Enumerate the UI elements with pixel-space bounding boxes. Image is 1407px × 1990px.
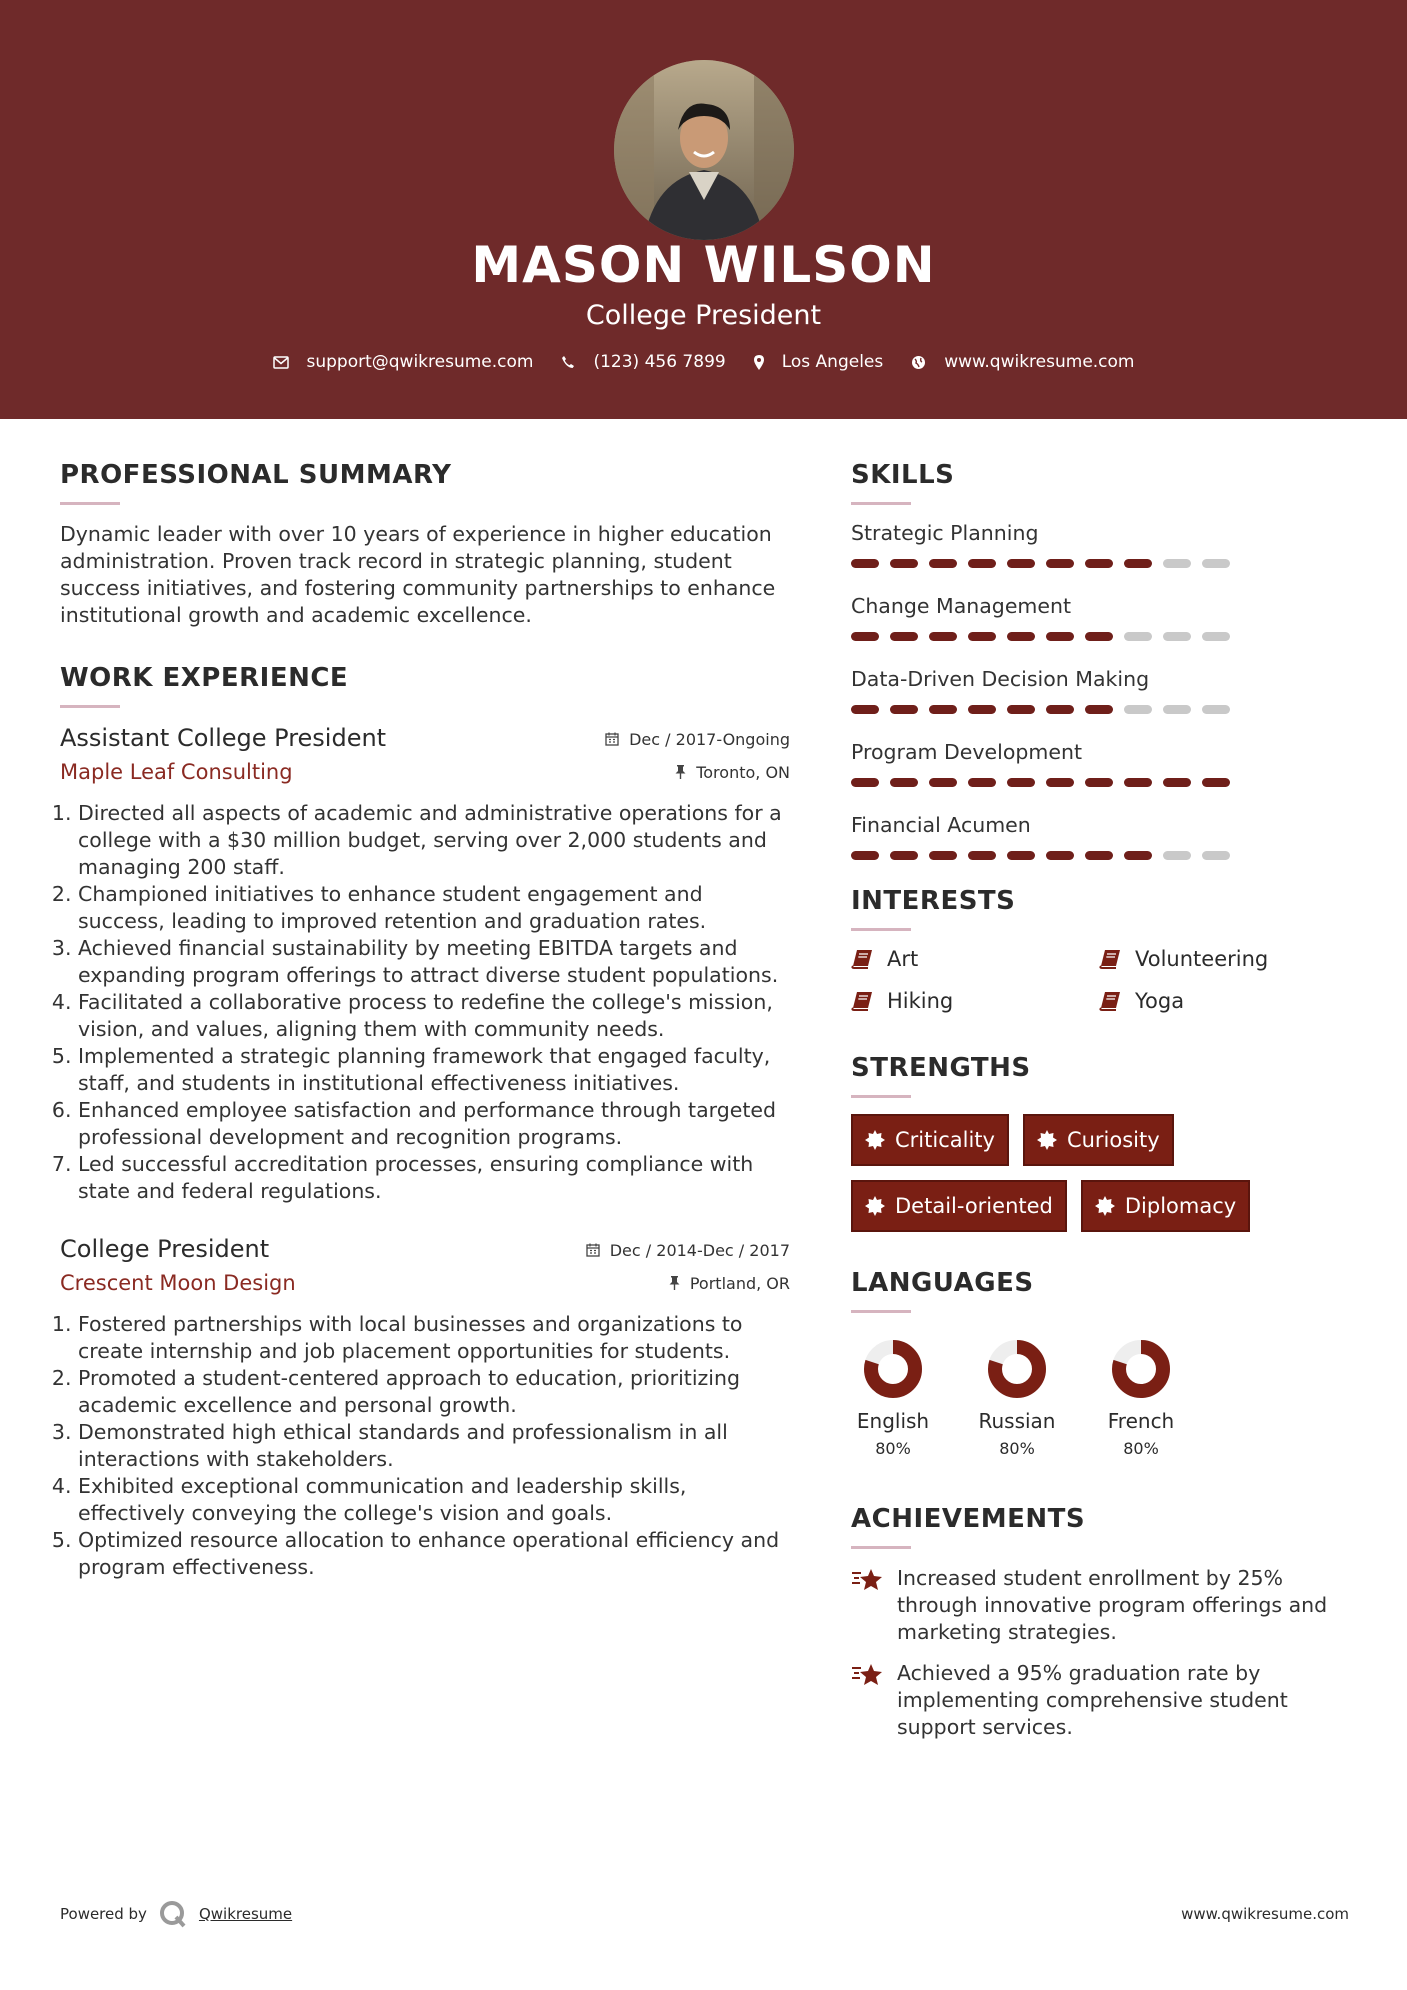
skill-dot-filled [890,559,918,568]
achievement-text: Achieved a 95% graduation rate by implementing comprehensive student support services. [897,1661,1288,1739]
skill-rating [851,851,1351,860]
contact-location [754,352,884,372]
skill-dot-empty [1202,705,1230,714]
section-divider [60,502,120,505]
skill-item [851,813,1351,860]
email-text: support@qwikresume.com [306,352,534,372]
footer-brand-link[interactable]: Qwikresume [198,1905,293,1923]
skill-dot-filled [890,632,918,641]
strength-badge [1081,1180,1250,1232]
badge-star-icon [865,1196,885,1216]
section-divider [851,928,911,931]
language-percent: 80% [1123,1439,1159,1458]
job-date [605,730,790,749]
skill-dot-empty [1163,559,1191,568]
interest-label: Yoga [1135,989,1185,1013]
list-item: 7. Led successful accreditation processes, ensuring compliance with state and federal regulations. [78,1151,790,1205]
skill-rating [851,632,1351,641]
section-divider [851,1546,911,1549]
strength-label: Curiosity [1066,1128,1160,1152]
skill-dot-filled [1046,632,1074,641]
calendar-icon [586,1243,600,1257]
summary-heading: PROFESSIONAL SUMMARY [60,460,452,490]
skill-dot-filled [851,559,879,568]
job-location [669,1274,790,1293]
job-bullets [60,1311,790,1581]
language-percent: 80% [875,1439,911,1458]
summary-section [60,460,790,629]
skill-dot-filled [890,851,918,860]
skill-dot-filled [968,851,996,860]
section-divider [851,1310,911,1313]
list-item: 5. Optimized resource allocation to enhance operational efficiency and program effectiveness. [78,1527,790,1581]
job-entry [60,724,790,1205]
interests-section [851,886,1351,1013]
envelope-icon [273,356,289,369]
skill-dot-empty [1124,632,1152,641]
candidate-title: College President [585,300,822,331]
strength-badge [1023,1114,1174,1166]
list-item: 3. Achieved financial sustainability by meeting EBITDA targets and expanding program offerings to attract diverse student populations. [78,935,790,989]
list-item: 4. Facilitated a collaborative process to redefine the college's mission, vision, and values, aligning them with community needs. [78,989,790,1043]
badge-star-icon [1037,1130,1057,1150]
section-divider [851,1095,911,1098]
skill-dot-filled [1046,559,1074,568]
skill-dot-filled [1163,778,1191,787]
skill-name: Program Development [851,740,1083,764]
job-bullets [60,800,790,1205]
book-icon [851,949,873,969]
experience-section [60,663,790,1581]
contact-email[interactable] [273,352,534,372]
language-item [975,1337,1059,1458]
skill-dot-filled [851,705,879,714]
achievements-section [851,1504,1351,1741]
skill-dot-filled [1085,851,1113,860]
list-item: 2. Promoted a student-centered approach to education, prioritizing academic excellence and personal growth. [78,1365,790,1419]
shooting-star-icon [851,1662,883,1688]
skill-item [851,667,1351,714]
skill-dot-filled [929,705,957,714]
book-icon [1099,991,1121,1011]
skill-item [851,594,1351,641]
interest-label: Hiking [887,989,954,1013]
qwikresume-logo-icon [159,1900,187,1928]
languages-heading: LANGUAGES [851,1268,1034,1298]
job-location-text: Toronto, ON [696,762,790,782]
candidate-name: MASON WILSON [471,236,936,294]
powered-by-label: Powered by [60,1905,147,1923]
strength-label: Diplomacy [1124,1194,1237,1218]
map-pin-icon [754,355,764,370]
section-divider [60,705,120,708]
phone-icon [561,355,575,369]
job-date [586,1241,790,1260]
language-gauge [985,1337,1049,1401]
skill-dot-filled [1046,778,1074,787]
interest-item [1099,947,1347,971]
skill-dot-filled [1085,559,1113,568]
footer-website[interactable]: www.qwikresume.com [1181,1905,1349,1923]
contact-bar [0,352,1407,372]
language-percent: 80% [999,1439,1035,1458]
interest-item [1099,989,1347,1013]
strengths-section [851,1053,1351,1232]
company-name: Crescent Moon Design [60,1271,296,1295]
skill-dot-filled [1124,559,1152,568]
contact-phone[interactable] [561,352,725,372]
interest-label: Volunteering [1135,947,1269,971]
skill-dot-empty [1163,851,1191,860]
skill-dot-filled [1007,851,1035,860]
interest-item [851,947,1099,971]
strength-label: Criticality [895,1128,995,1152]
skill-dot-filled [851,778,879,787]
skill-dot-filled [1046,705,1074,714]
achievement-text: Increased student enrollment by 25% through innovative program offerings and marketing strategies. [897,1566,1328,1644]
skills-list [851,521,1351,860]
skill-rating [851,705,1351,714]
skill-dot-filled [1202,778,1230,787]
skill-dot-filled [1007,632,1035,641]
skill-dot-filled [1085,778,1113,787]
skill-dot-empty [1124,705,1152,714]
job-title: College President [60,1235,270,1263]
skills-heading: SKILLS [851,460,955,490]
list-item: 1. Directed all aspects of academic and administrative operations for a college with a $30 million budget, serving over 2,000 students and managing 200 staff. [78,800,790,881]
skill-dot-filled [851,632,879,641]
language-name: French [1107,1409,1175,1433]
skill-dot-filled [890,778,918,787]
list-item: 4. Exhibited exceptional communication and leadership skills, effectively conveying the college's vision and goals. [78,1473,790,1527]
skill-item [851,521,1351,568]
skill-item [851,740,1351,787]
left-column [60,460,790,1581]
interest-label: Art [887,947,919,971]
strength-label: Detail-oriented [895,1194,1053,1218]
language-item [851,1337,935,1458]
strength-badge [851,1114,1009,1166]
skill-dot-filled [1124,778,1152,787]
globe-icon [911,355,926,370]
list-item: 2. Championed initiatives to enhance student engagement and success, leading to improved retention and graduation rates. [78,881,790,935]
achievement-item [851,1660,1351,1741]
achievement-item [851,1565,1351,1646]
pushpin-icon [675,765,686,779]
achievements-heading: ACHIEVEMENTS [851,1504,1086,1534]
skill-dot-filled [1046,851,1074,860]
contact-website[interactable] [911,352,1134,372]
calendar-icon [605,732,619,746]
language-gauge [861,1337,925,1401]
list-item: 5. Implemented a strategic planning framework that engaged faculty, staff, and students in institutional effectiveness initiatives. [78,1043,790,1097]
list-item: 3. Demonstrated high ethical standards and professionalism in all interactions with stakeholders. [78,1419,790,1473]
footer-powered-by [60,1900,292,1928]
summary-text: Dynamic leader with over 10 years of experience in higher education administration. Proven track record in strategic planning, student success initiatives, and fostering community partnerships to enhance institutional growth and academic excellence. [60,522,776,627]
skill-dot-filled [968,778,996,787]
book-icon [1099,949,1121,969]
badge-star-icon [865,1130,885,1150]
skill-name: Change Management [851,594,1072,618]
interests-heading: INTERESTS [851,886,1016,916]
skill-dot-filled [968,559,996,568]
skill-dot-filled [1007,778,1035,787]
skill-dot-empty [1163,705,1191,714]
language-name: Russian [978,1409,1056,1433]
skill-dot-filled [890,705,918,714]
badge-star-icon [1095,1196,1115,1216]
skill-rating [851,559,1351,568]
skills-section [851,460,1351,860]
skill-dot-filled [968,705,996,714]
resume-header [0,0,1407,419]
job-date-text: Dec / 2017-Ongoing [629,729,790,749]
skill-name: Data-Driven Decision Making [851,667,1150,691]
skill-dot-empty [1202,559,1230,568]
interest-item [851,989,1099,1013]
job-location-text: Portland, OR [689,1273,790,1293]
skill-rating [851,778,1351,787]
skill-dot-empty [1202,851,1230,860]
skill-dot-filled [1085,705,1113,714]
job-entry [60,1235,790,1581]
skill-dot-filled [1007,559,1035,568]
job-location [675,763,790,782]
skill-dot-filled [1124,851,1152,860]
profile-photo [614,60,794,240]
list-item: 1. Fostered partnerships with local businesses and organizations to create internship and job placement opportunities for students. [78,1311,790,1365]
skill-dot-filled [1007,705,1035,714]
skill-dot-empty [1163,632,1191,641]
location-text: Los Angeles [781,352,884,372]
shooting-star-icon [851,1567,883,1593]
language-name: English [856,1409,930,1433]
list-item: 6. Enhanced employee satisfaction and performance through targeted professional development and recognition programs. [78,1097,790,1151]
phone-text: (123) 456 7899 [593,352,726,372]
strengths-heading: STRENGTHS [851,1053,1031,1083]
skill-name: Strategic Planning [851,521,1039,545]
skill-dot-filled [929,632,957,641]
skill-dot-filled [851,851,879,860]
skill-dot-filled [929,559,957,568]
pushpin-icon [669,1276,680,1290]
skill-dot-filled [1085,632,1113,641]
skill-dot-empty [1202,632,1230,641]
skill-dot-filled [929,778,957,787]
skill-dot-filled [929,851,957,860]
job-date-text: Dec / 2014-Dec / 2017 [609,1240,790,1260]
website-text: www.qwikresume.com [944,352,1135,372]
section-divider [851,502,911,505]
languages-section [851,1268,1351,1458]
book-icon [851,991,873,1011]
language-item [1099,1337,1183,1458]
language-gauge [1109,1337,1173,1401]
right-column [851,460,1351,1755]
strength-badge [851,1180,1067,1232]
skill-name: Financial Acumen [851,813,1031,837]
skill-dot-filled [968,632,996,641]
experience-heading: WORK EXPERIENCE [60,663,349,693]
job-title: Assistant College President [60,724,387,752]
company-name: Maple Leaf Consulting [60,760,293,784]
